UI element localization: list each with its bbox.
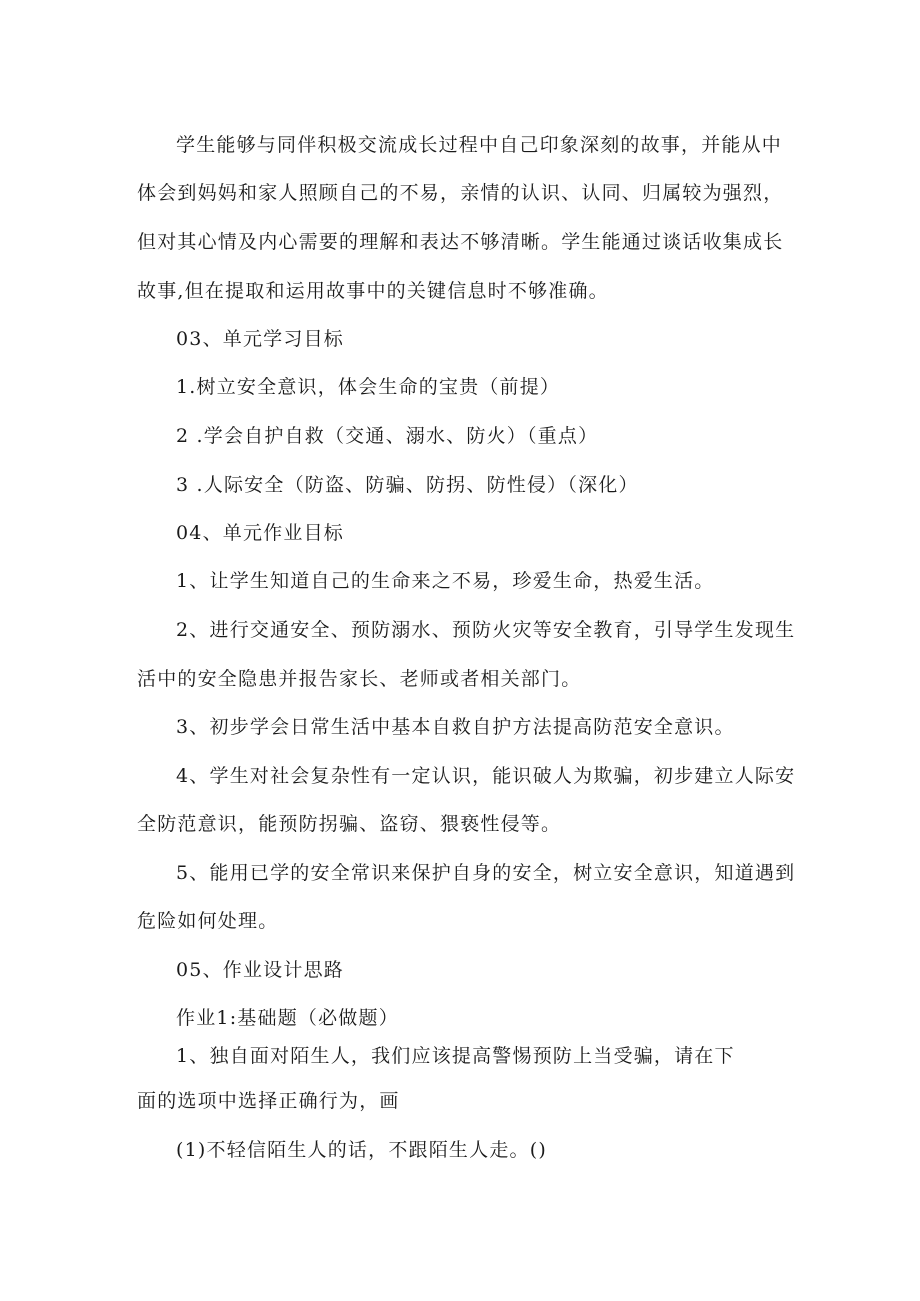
homework-goal-1: 1、让学生知道自己的生命来之不易，珍爱生命，热爱生活。 [176, 570, 715, 592]
question-1-line-2: 面的选项中选择正确行为，画 [137, 1090, 400, 1112]
homework-goal-5-line-2: 危险如何处理。 [137, 910, 279, 932]
question-1-line-1: 1、独自面对陌生人，我们应该提高警惕预防上当受骗，请在下 [176, 1045, 735, 1067]
intro-line-3: 但对其心情及内心需要的理解和表达不够清晰。学生能通过谈话收集成长 [137, 231, 784, 253]
learning-goal-2: 2 .学会自护自救（交通、溺水、防火）（重点） [176, 425, 599, 447]
section-04-heading: 04、单元作业目标 [176, 522, 344, 544]
learning-goal-3: 3 .人际安全（防盗、防骗、防拐、防性侵）（深化） [176, 474, 639, 496]
homework-goal-3: 3、初步学会日常生活中基本自救自护方法提高防范安全意识。 [176, 716, 735, 738]
intro-line-1: 学生能够与同伴积极交流成长过程中自己印象深刻的故事，并能从中 [176, 134, 783, 156]
homework-goal-2-line-1: 2、进行交通安全、预防溺水、预防火灾等安全教育，引导学生发现生 [176, 619, 796, 641]
learning-goal-1: 1.树立安全意识，体会生命的宝贵（前提） [176, 376, 561, 398]
homework-goal-5-line-1: 5、能用已学的安全常识来保护自身的安全，树立安全意识，知道遇到 [176, 862, 796, 884]
homework-goal-4-line-2: 全防范意识，能预防拐骗、盗窃、猥亵性侵等。 [137, 813, 562, 835]
assignment-title: 作业1:基础题（必做题） [176, 1007, 399, 1029]
homework-goal-4-line-1: 4、学生对社会复杂性有一定认识，能识破人为欺骗，初步建立人际安 [176, 765, 796, 787]
homework-goal-2-line-2: 活中的安全隐患并报告家长、老师或者相关部门。 [137, 668, 582, 690]
section-03-heading: 03、单元学习目标 [176, 328, 344, 350]
question-1-option-1: (1)不轻信陌生人的话，不跟陌生人走。() [176, 1139, 547, 1161]
intro-line-2: 体会到妈妈和家人照顾自己的不易，亲情的认识、认同、归属较为强烈， [137, 182, 784, 204]
section-05-heading: 05、作业设计思路 [176, 959, 344, 981]
intro-line-4: 故事,但在提取和运用故事中的关键信息时不够准确。 [137, 280, 609, 302]
